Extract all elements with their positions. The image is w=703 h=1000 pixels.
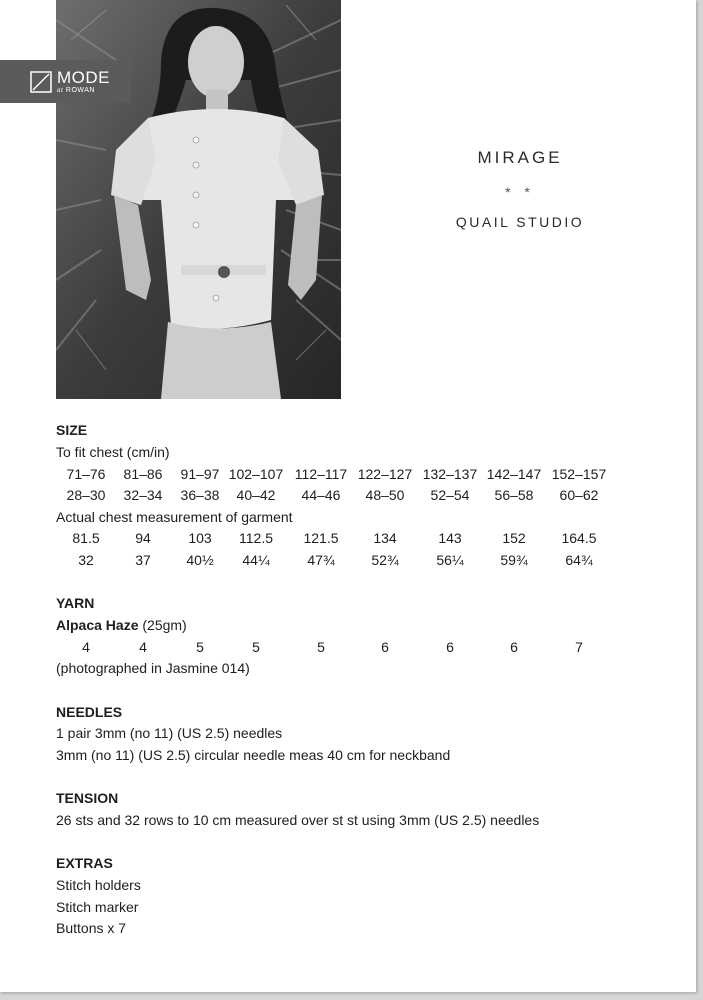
- difficulty-rating: * *: [505, 184, 535, 200]
- designer-name: QUAIL STUDIO: [455, 214, 585, 230]
- yarn-note: (photographed in Jasmine 014): [56, 660, 250, 676]
- extras-line: Buttons x 7: [56, 920, 127, 936]
- needles-line: 1 pair 3mm (no 11) (US 2.5) needles: [56, 725, 283, 741]
- logo-sub-text: at ROWAN: [57, 86, 95, 94]
- fit-in-row: [56, 487, 636, 505]
- title-block: [420, 148, 620, 230]
- table-cell: 4: [82, 639, 90, 655]
- table-cell: 94: [135, 530, 151, 546]
- table-cell: 81.5: [72, 530, 100, 546]
- table-cell: 112.5: [239, 530, 273, 546]
- table-cell: 56¼: [436, 552, 464, 568]
- table-cell: 143: [438, 530, 462, 546]
- table-cell: 52¾: [371, 552, 399, 568]
- table-cell: 32–34: [123, 487, 163, 503]
- size-heading: SIZE: [56, 422, 88, 438]
- actual-in-row: [56, 552, 636, 570]
- table-cell: 102–107: [228, 466, 284, 482]
- mode-at-rowan-logo: [0, 60, 131, 103]
- logo-mark-icon: [30, 71, 52, 93]
- fit-chest-label: To fit chest (cm/in): [56, 444, 170, 460]
- table-cell: 6: [446, 639, 454, 655]
- table-cell: 5: [196, 639, 204, 655]
- table-cell: 32: [78, 552, 94, 568]
- table-cell: 4: [139, 639, 147, 655]
- table-cell: 59¾: [500, 552, 528, 568]
- logo-main-text: MODE: [57, 68, 110, 87]
- table-cell: 60–62: [559, 487, 599, 503]
- table-cell: 48–50: [365, 487, 405, 503]
- table-cell: 121.5: [303, 530, 339, 546]
- table-cell: 28–30: [66, 487, 106, 503]
- tension-heading: TENSION: [56, 790, 119, 806]
- needles-heading: NEEDLES: [56, 704, 123, 720]
- table-cell: 91–97: [180, 466, 220, 482]
- table-cell: 142–147: [486, 466, 542, 482]
- table-cell: 40–42: [236, 487, 276, 503]
- table-cell: 6: [381, 639, 389, 655]
- yarn-heading: YARN: [56, 595, 95, 611]
- table-cell: 64¾: [565, 552, 593, 568]
- actual-chest-label: Actual chest measurement of garment: [56, 509, 293, 525]
- table-cell: 44¼: [242, 552, 270, 568]
- table-cell: 103: [188, 530, 212, 546]
- table-cell: 132–137: [422, 466, 478, 482]
- table-cell: 112–117: [294, 466, 348, 482]
- table-cell: 134: [373, 530, 397, 546]
- tension-text: 26 sts and 32 rows to 10 cm measured over st st using 3mm (US 2.5) needles: [56, 812, 540, 828]
- table-cell: 71–76: [66, 466, 106, 482]
- table-cell: 164.5: [561, 530, 597, 546]
- table-cell: 5: [252, 639, 260, 655]
- yarn-quantity-row: [56, 639, 636, 657]
- actual-cm-row: [56, 530, 636, 548]
- yarn-name-line: [56, 617, 187, 633]
- table-cell: 152–157: [551, 466, 607, 482]
- yarn-weight: (25gm): [138, 617, 187, 633]
- table-cell: 36–38: [180, 487, 220, 503]
- table-cell: 56–58: [494, 487, 534, 503]
- needles-line: 3mm (no 11) (US 2.5) circular needle meas 40 cm for neckband: [56, 747, 451, 763]
- table-cell: 152: [502, 530, 526, 546]
- table-cell: 37: [135, 552, 151, 568]
- table-cell: 47¾: [307, 552, 335, 568]
- table-cell: 5: [317, 639, 325, 655]
- table-cell: 122–127: [357, 466, 413, 482]
- table-cell: 52–54: [430, 487, 470, 503]
- fit-cm-row: [56, 466, 636, 484]
- pattern-title: MIRAGE: [477, 148, 563, 167]
- table-cell: 6: [510, 639, 518, 655]
- table-cell: 44–46: [301, 487, 341, 503]
- yarn-name: Alpaca Haze: [56, 617, 139, 633]
- table-cell: 81–86: [123, 466, 163, 482]
- table-cell: 7: [575, 639, 583, 655]
- extras-line: Stitch marker: [56, 899, 139, 915]
- extras-line: Stitch holders: [56, 877, 141, 893]
- extras-heading: EXTRAS: [56, 855, 113, 871]
- table-cell: 40½: [186, 552, 214, 568]
